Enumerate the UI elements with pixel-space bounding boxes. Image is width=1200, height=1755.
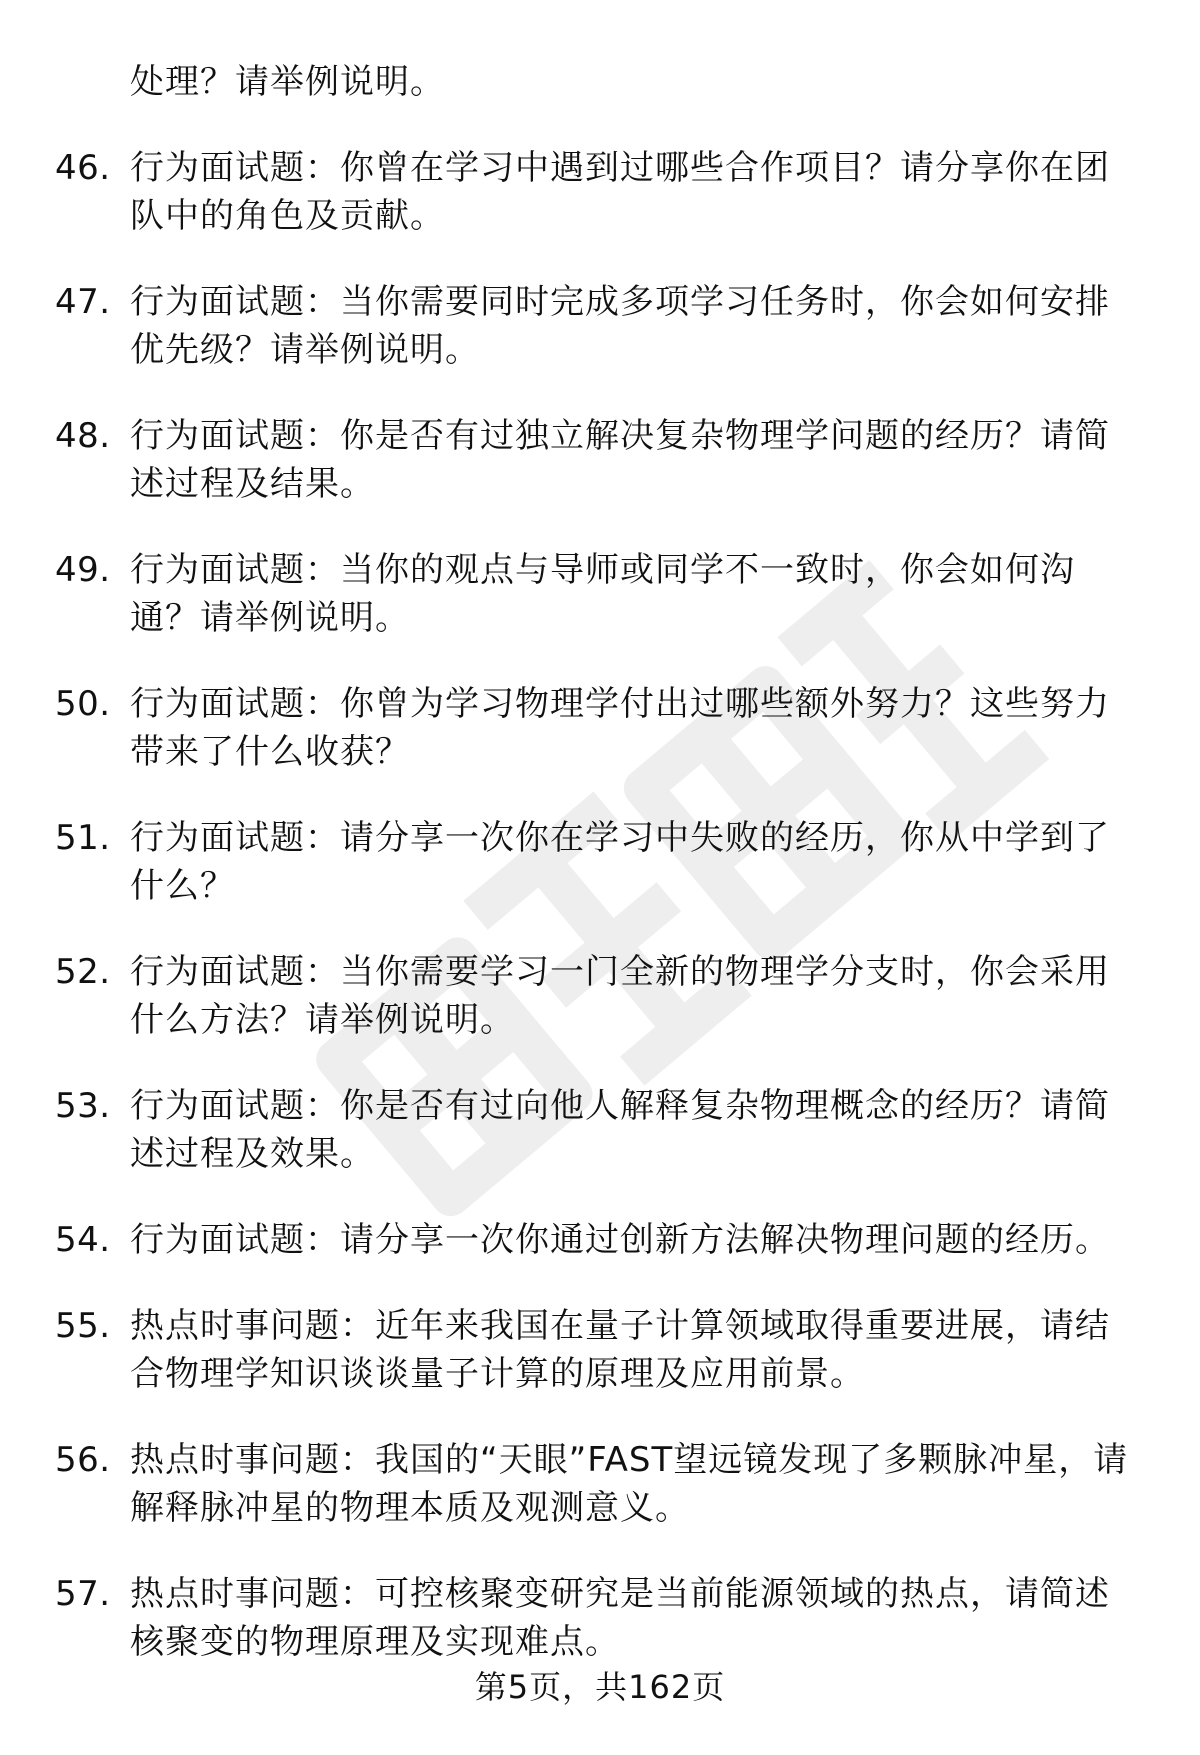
item-number: 48. <box>55 416 111 456</box>
continuation-paragraph <box>0 58 1200 106</box>
item-text: 行为面试题：你是否有过独立解决复杂物理学问题的经历？请简述过程及结果。 <box>130 416 1110 504</box>
page-number: 第5页，共162页 <box>474 1668 726 1706</box>
item-number: 46. <box>55 148 111 188</box>
item-number: 47. <box>55 282 111 322</box>
item-number: 55. <box>55 1306 111 1346</box>
list-item <box>0 814 1200 910</box>
item-text: 行为面试题：当你需要学习一门全新的物理学分支时，你会采用什么方法？请举例说明。 <box>130 952 1110 1040</box>
item-text: 行为面试题：请分享一次你在学习中失败的经历，你从中学到了什么？ <box>130 818 1110 906</box>
list-item <box>0 1570 1200 1666</box>
list-item <box>0 1082 1200 1178</box>
item-text: 热点时事问题：可控核聚变研究是当前能源领域的热点，请简述核聚变的物理原理及实现难点。 <box>130 1574 1110 1662</box>
item-number: 53. <box>55 1086 111 1126</box>
item-text: 行为面试题：当你需要同时完成多项学习任务时，你会如何安排优先级？请举例说明。 <box>130 282 1110 370</box>
item-number: 52. <box>55 952 111 992</box>
list-item <box>0 546 1200 642</box>
item-text: 行为面试题：你是否有过向他人解释复杂物理概念的经历？请简述过程及效果。 <box>130 1086 1110 1174</box>
item-number: 50. <box>55 684 111 724</box>
item-text: 热点时事问题：近年来我国在量子计算领域取得重要进展，请结合物理学知识谈谈量子计算的原理及应用前景。 <box>130 1306 1110 1394</box>
list-item <box>0 1216 1200 1264</box>
list-item <box>0 948 1200 1044</box>
list-item <box>0 412 1200 508</box>
item-number: 54. <box>55 1220 111 1260</box>
item-number: 57. <box>55 1574 111 1614</box>
question-list <box>0 58 1200 1704</box>
list-item <box>0 1302 1200 1398</box>
continuation-text: 处理？请举例说明。 <box>130 62 445 102</box>
item-number: 49. <box>55 550 111 590</box>
list-item <box>0 144 1200 240</box>
item-text: 行为面试题：你曾为学习物理学付出过哪些额外努力？这些努力带来了什么收获？ <box>130 684 1110 772</box>
item-number: 56. <box>55 1440 111 1480</box>
item-text: 行为面试题：请分享一次你通过创新方法解决物理问题的经历。 <box>130 1220 1110 1260</box>
list-item <box>0 1436 1200 1532</box>
item-number: 51. <box>55 818 111 858</box>
item-text: 行为面试题：你曾在学习中遇到过哪些合作项目？请分享你在团队中的角色及贡献。 <box>130 148 1110 236</box>
item-text: 热点时事问题：我国的“天眼”FAST望远镜发现了多颗脉冲星，请解释脉冲星的物理本质及观测意义。 <box>130 1440 1129 1528</box>
list-item <box>0 680 1200 776</box>
item-text: 行为面试题：当你的观点与导师或同学不一致时，你会如何沟通？请举例说明。 <box>130 550 1075 638</box>
list-item <box>0 278 1200 374</box>
